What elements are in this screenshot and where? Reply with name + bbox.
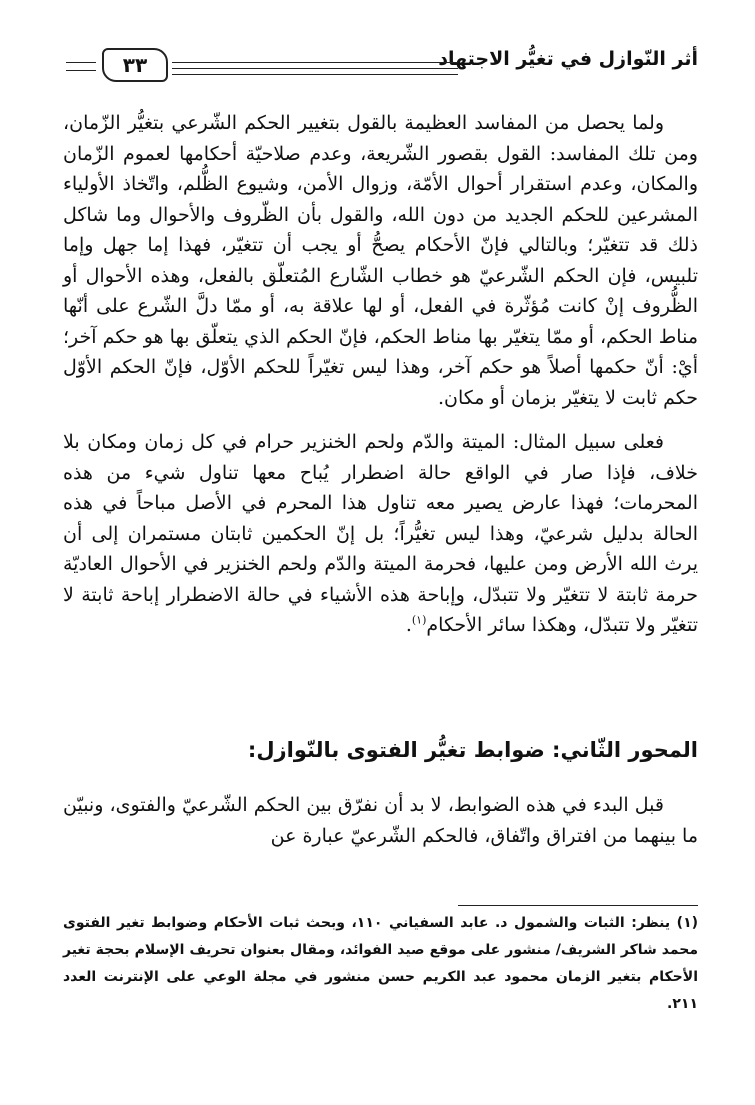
paragraph-2-end: . bbox=[405, 614, 412, 636]
paragraph-2-text: فعلى سبيل المثال: الميتة والدّم ولحم الخنزير حرام في كل زمان ومكان بلا خلاف، فإذا صار في الواقع حالة اضطرار يُباح معها تناول شيء من هذه المحرمات؛ فهذا عارض يصير معه تناول هذا المحرم في الأصل مباحاً في هذه الحالة بدليل شرعيّ، وهذا ليس تغيُّراً؛ بل إنّ الحكمين ثابتان مستمران إلى أن يرث الله الأرض ومن عليها، فحرمة الميتة والدّم ولحم الخنزير في الأحوال العاديّة حرمة ثابتة لا تتغيّر ولا تتبدّل، وإباحة هذه الأشياء في حالة الاضطرار إباحة ثابتة لا تتغيّر ولا تتبدّل، وهكذا سائر الأحكام bbox=[63, 431, 698, 636]
running-title: أثر النّوازل في تغيُّر الاجتهاد bbox=[438, 48, 698, 70]
header-rule bbox=[172, 62, 458, 63]
page-header bbox=[62, 46, 698, 86]
header-dash bbox=[66, 62, 96, 63]
header-rule bbox=[172, 68, 458, 69]
section-heading: المحور الثّاني: ضوابط تغيُّر الفتوى بالنّوازل: bbox=[247, 738, 698, 762]
page-number: ٣٣ bbox=[102, 48, 168, 82]
paragraph-3: قبل البدء في هذه الضوابط، لا بد أن نفرّق بين الحكم الشّرعيّ والفتوى، ونبيّن ما بينهما من افتراق واتّفاق، فالحكم الشّرعيّ عبارة عن bbox=[63, 794, 698, 847]
footnote: (١) ينظر: الثبات والشمول د. عابد السفياني ١١٠، وبحث ثبات الأحكام وضوابط تغير الفتوى محمد شاكر الشريف/ منشور على موقع صيد الفوائد، ومقال بعنوان تحريف الإسلام بحجة تغير الأحكام بتغير الزمان محمود عبد الكريم حسن منشور في مجلة الوعي على الإنترنت العدد ٢١١. bbox=[63, 915, 699, 1012]
footnote-marker: (١) bbox=[411, 613, 427, 627]
paragraph-2 bbox=[63, 427, 698, 641]
main-text bbox=[63, 108, 698, 641]
main-text-continued bbox=[63, 790, 698, 851]
header-rule bbox=[172, 74, 458, 75]
header-dash bbox=[66, 70, 96, 71]
paragraph-1: ولما يحصل من المفاسد العظيمة بالقول بتغيير الحكم الشّرعي بتغيُّر الزّمان، ومن تلك المفاسد: القول بقصور الشّريعة، وعدم صلاحيّة أحكامها لعموم الزّمان والمكان، وعدم استقرار أحوال الأمّة، وزوال الأمن، وشيوع الظُّلم، واتّخاذ الأولياء المشرعين للحكم الجديد من دون الله، والقول بأن الظّروف والأحوال وما شاكل ذلك قد تتغيّر؛ وبالتالي فإنّ الأحكام يصحُّ أو يجب أن تتغيّر، فهذا إما جهل وإما تلبيس، فإن الحكم الشّرعيّ هو خطاب الشّارع المُتعلّق بالفعل، وهذه الأحوال أو الظُّروف إنْ كانت مُؤثّرة في الفعل، أو لها علاقة به، أو ممّا دلَّ الشّرع على أنّها مناط الحكم، أو ممّا يتغيّر بها مناط الحكم، فإنّ الحكم الذي يتعلّق بها هو حكم آخر؛ أيْ: أنّ حكمها أصلاً هو حكم آخر، وهذا ليس تغيّراً للحكم الأوّل، فإنّ الحكم الأوّل حكم ثابت لا يتغيّر بزمان أو مكان. bbox=[63, 112, 698, 409]
footnote-separator bbox=[458, 905, 698, 906]
